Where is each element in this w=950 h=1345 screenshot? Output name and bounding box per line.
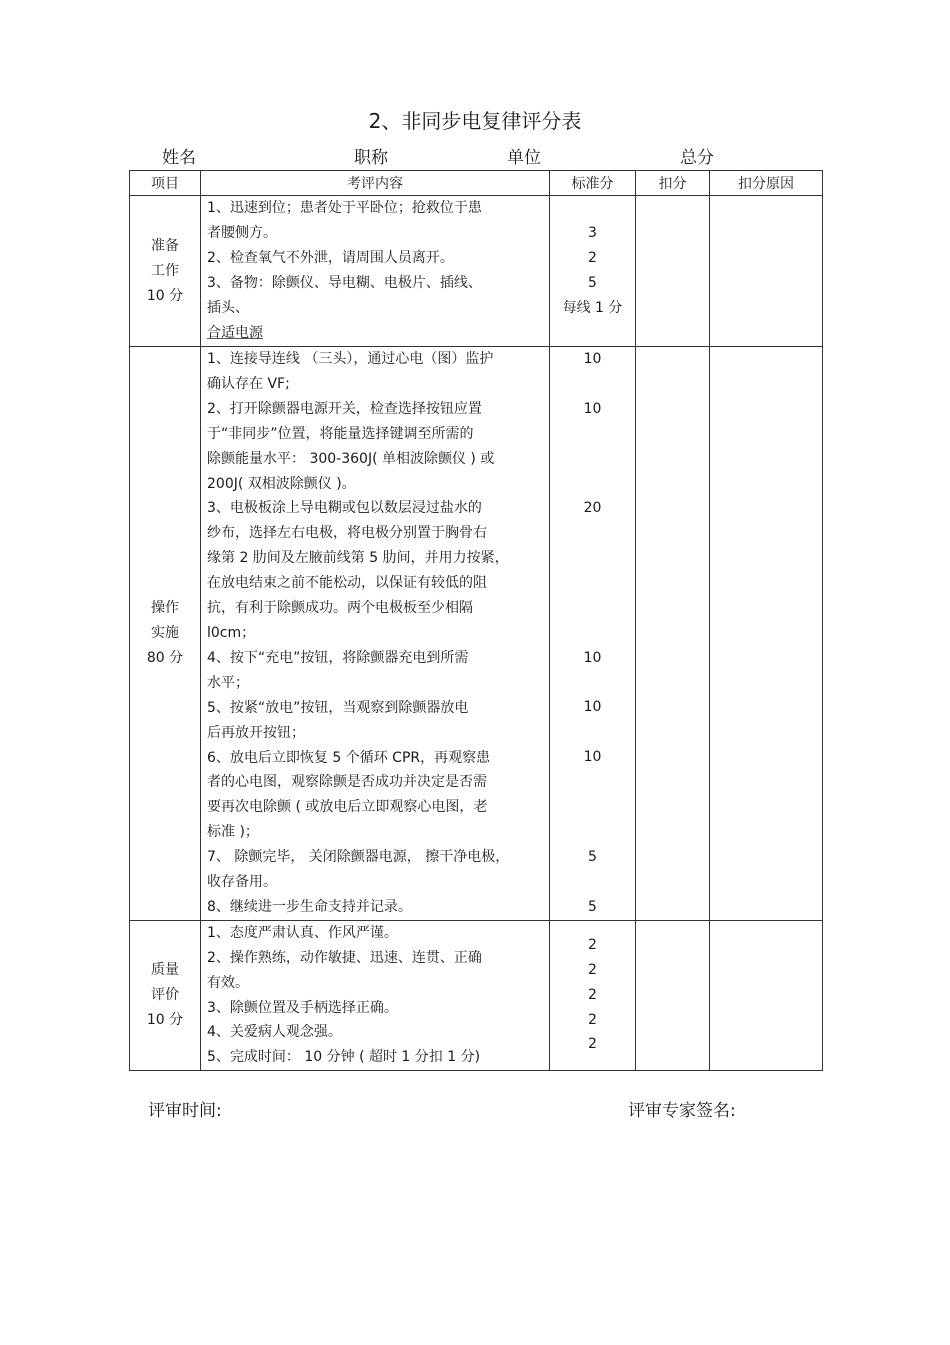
content-line: 4、按下“充电”按钮，将除颤器充电到所需 [207,649,469,666]
content-line: 5、按紧“放电”按钮，当观察到除颤器放电 [207,699,469,716]
content-line: 于“非同步”位置，将能量选择键调至所需的 [207,425,474,442]
score-value: 10 [583,699,602,716]
content-line: 在放电结束之前不能松动，以保证有较低的阻 [207,575,487,592]
score-value [550,471,635,496]
category-line: 10 分 [146,1012,184,1029]
content-line: 2、操作熟练，动作敏捷、迅速、连贯、正确 [207,949,482,966]
content-line: 4、关爱病人观念强。 [207,1024,342,1041]
score-value [550,571,635,596]
category-line: 10 分 [146,287,184,304]
content-line: 确认存在 VF; [207,375,290,392]
score-value [550,447,635,472]
standard-score-cell [550,347,636,921]
content-line: 1、态度严肃认真、作风严谨。 [207,924,398,941]
score-value [550,422,635,447]
score-value: 10 [583,351,602,367]
score-value: 2 [588,249,597,266]
score-value [550,546,635,571]
deduction-cell [636,347,710,921]
content-line: 除颤能量水平： 300-360J( 单相波除颤仪 ) 或 [207,450,495,467]
category-line: 评价 [151,987,179,1004]
content-cell [201,347,550,921]
score-value [550,196,635,221]
score-value [550,320,635,345]
score-value: 10 [583,400,602,417]
content-cell [201,196,550,347]
category-line: 实施 [151,624,179,641]
header-deduction: 扣分 [636,171,710,196]
score-value [550,820,635,845]
category-line: 工作 [151,262,179,279]
deduction-cell [636,196,710,347]
table-row [130,196,823,347]
category-cell [130,920,201,1070]
review-time-label: 评审时间: [148,1101,222,1121]
score-value: 20 [583,500,602,517]
score-value: 10 [583,749,602,766]
deduction-reason-cell [710,920,823,1070]
page-title: 2、非同步电复律评分表 [368,109,582,133]
score-value [550,795,635,820]
content-line: 3、电极板涂上导电糊或包以数层浸过盐水的 [207,500,482,517]
category-cell [130,196,201,347]
content-line: 8、继续进一步生命支持并记录。 [207,898,412,915]
score-value [550,372,635,397]
content-line: 1、迅速到位；患者处于平卧位；抢救位于患 [207,200,482,216]
content-line: 7、 除颤完毕， 关闭除颤器电源， 擦干净电极， [207,849,510,866]
unit-label: 单位 [507,148,541,168]
content-line: 有效。 [207,974,249,991]
content-line: 者的心电图，观察除颤是否成功并决定是否需 [207,774,487,791]
header-item: 项目 [130,171,201,196]
expert-signature-label: 评审专家签名: [628,1101,736,1121]
header-standard-score: 标准分 [550,171,636,196]
score-value: 2 [588,986,597,1003]
content-line: 要再次电除颤 ( 或放电后立即观察心电图，老 [207,799,488,816]
score-value [550,720,635,745]
deduction-reason-cell [710,196,823,347]
category-line: 准备 [151,237,179,254]
score-value [550,621,635,646]
total-score-label: 总分 [680,148,714,168]
table-row [130,347,823,921]
score-value: 2 [588,1036,597,1053]
content-line: l0cm； [207,624,256,641]
score-value: 5 [588,848,597,865]
content-line: 3、除颤位置及手柄选择正确。 [207,999,398,1016]
content-line: 收存备用。 [207,874,277,891]
content-line: 者腰侧方。 [207,224,277,241]
score-value [550,870,635,895]
content-line: 合适电源 [207,324,263,341]
table-header-row [130,171,823,196]
content-line: 3、备物：除颤仪、导电糊、电极片、插线、 [207,274,482,291]
content-cell [201,920,550,1070]
header-deduction-reason: 扣分原因 [710,171,823,196]
content-line: 抗，有利于除颤成功。两个电极板至少相隔 [207,600,473,617]
content-line: 6、放电后立即恢复 5 个循环 CPR，再观察患 [207,749,491,766]
score-value: 2 [588,961,597,978]
score-value [550,671,635,696]
deduction-reason-cell [710,347,823,921]
score-value [550,770,635,795]
content-line: 后再放开按钮； [207,724,305,741]
content-line: 2、检查氧气不外泄，请周围人员离开。 [207,249,454,266]
category-line: 80 分 [146,649,184,666]
content-line: 5、完成时间： 10 分钟 ( 超时 1 分扣 1 分) [207,1049,481,1066]
category-line: 操作 [151,599,179,616]
score-value: 3 [588,224,597,241]
score-value [550,596,635,621]
score-value: 2 [588,936,597,953]
score-value: 5 [588,898,597,915]
content-line: 插头、 [207,299,249,316]
score-value: 2 [588,1011,597,1028]
header-content: 考评内容 [201,171,550,196]
standard-score-cell [550,196,636,347]
job-title-label: 职称 [354,148,388,168]
score-value: 10 [583,649,602,666]
content-line: 水平； [207,674,249,691]
score-value: 5 [588,274,597,291]
content-line: 缘第 2 肋间及左腋前线第 5 肋间，并用力按紧， [207,550,509,567]
content-line: 200J( 双相波除颤仪 )。 [207,475,356,492]
content-line: 标准 )； [207,824,259,841]
standard-score-cell [550,920,636,1070]
score-value: 每线 1 分 [562,299,623,316]
name-label: 姓名 [162,148,196,168]
content-line: 1、连接导连线 （三头），通过心电（图）监护 [207,351,494,367]
category-line: 质量 [151,962,179,979]
table-row [130,920,823,1070]
content-line: 2、打开除颤器电源开关，检查选择按钮应置 [207,400,482,417]
deduction-cell [636,920,710,1070]
scoring-table [129,170,823,1071]
content-line: 纱布，选择左右电极，将电极分别置于胸骨右 [207,525,487,542]
score-value [550,521,635,546]
category-cell [130,347,201,921]
